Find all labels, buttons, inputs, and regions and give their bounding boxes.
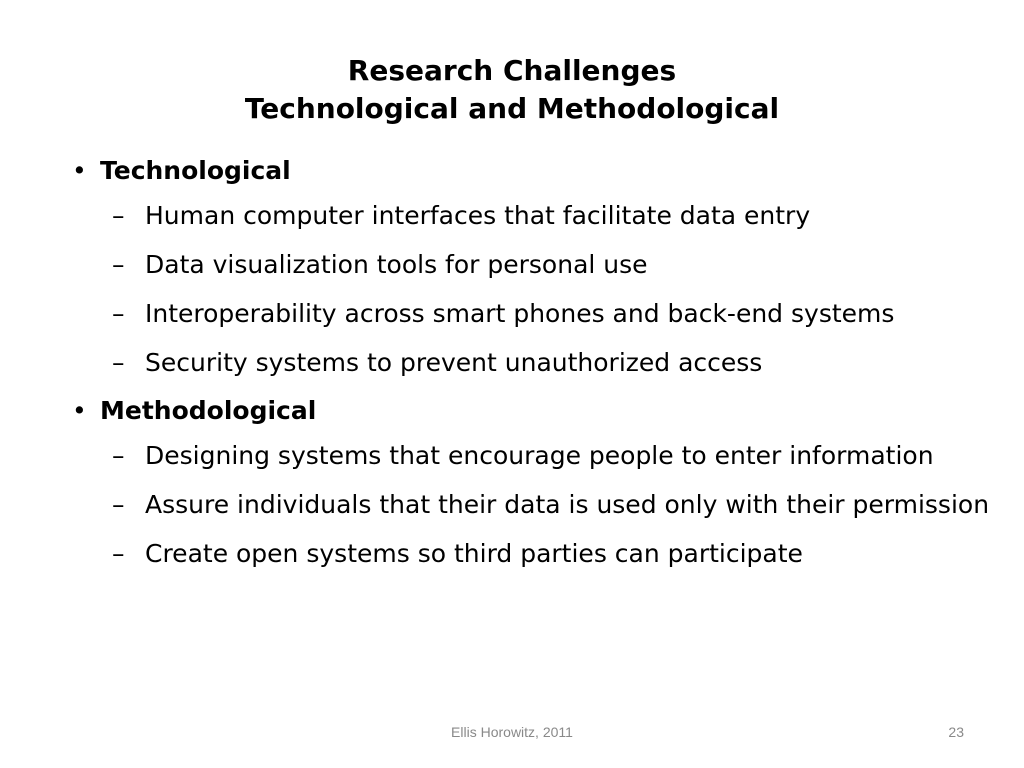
sub-bullet-text: Security systems to prevent unauthorized access: [145, 348, 763, 377]
sub-bullet-item: [72, 485, 992, 525]
bullet-icon: •: [72, 156, 87, 185]
slide-footer: Ellis Horowitz, 2011: [451, 724, 573, 740]
dash-icon: –: [112, 201, 125, 230]
dash-icon: –: [112, 490, 125, 519]
sub-bullet-text: Interoperability across smart phones and back-end systems: [145, 299, 895, 328]
sub-bullet-item: [72, 436, 992, 476]
sub-bullet-item: [72, 196, 992, 236]
dash-icon: –: [112, 441, 125, 470]
page-number: 23: [948, 724, 964, 740]
slide-title: [0, 52, 1024, 128]
sub-bullet-item: [72, 534, 992, 574]
sub-bullet-text: Designing systems that encourage people to enter information: [145, 441, 934, 470]
dash-icon: –: [112, 348, 125, 377]
dash-icon: –: [112, 539, 125, 568]
dash-icon: –: [112, 299, 125, 328]
section-heading: Methodological: [100, 396, 317, 425]
slide-content: [72, 152, 992, 583]
dash-icon: –: [112, 250, 125, 279]
sub-bullet-item: [72, 245, 992, 285]
bullet-item-methodological: [72, 392, 992, 430]
sub-bullet-text: Create open systems so third parties can participate: [145, 539, 803, 568]
sub-bullet-text: Human computer interfaces that facilitate data entry: [145, 201, 811, 230]
sub-bullet-item: [72, 294, 992, 334]
sub-bullet-item: [72, 343, 992, 383]
title-line-1: Research Challenges: [347, 54, 677, 87]
bullet-item-technological: [72, 152, 992, 190]
title-line-2: Technological and Methodological: [244, 92, 780, 125]
sub-bullet-text: Data visualization tools for personal use: [145, 250, 648, 279]
sub-bullet-text: Assure individuals that their data is used only with their permission: [145, 490, 990, 519]
section-heading: Technological: [100, 156, 291, 185]
bullet-icon: •: [72, 396, 87, 425]
